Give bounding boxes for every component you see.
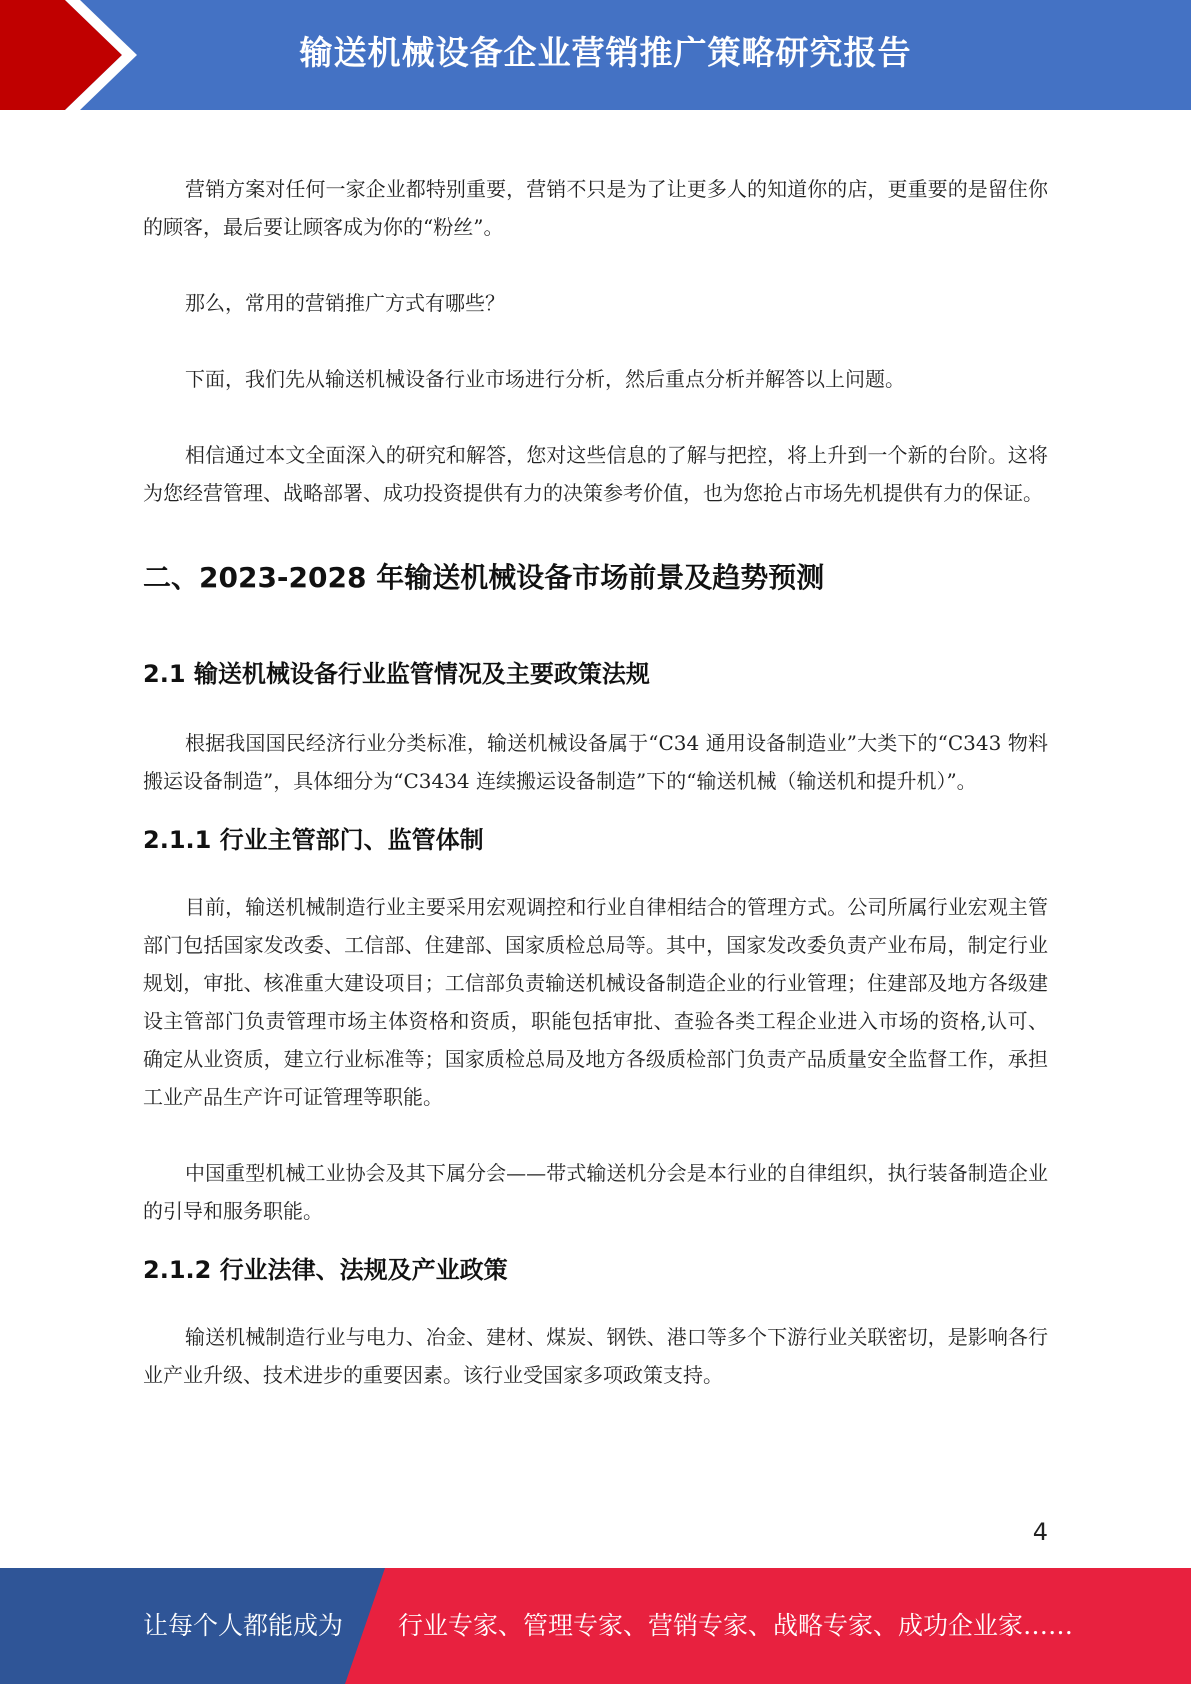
subsection-heading: 2.1 输送机械设备行业监管情况及主要政策法规 [143,660,650,688]
page-number: 4 [1032,1518,1048,1546]
subsubsection-heading-2: 2.1.2 行业法律、法规及产业政策 [143,1256,508,1284]
footer-slogan-right: 行业专家、管理专家、营销专家、战略专家、成功企业家…… [398,1611,1074,1640]
page-header [0,0,1191,110]
header-title: 输送机械设备企业营销推广策略研究报告 [299,33,912,72]
regulation-paragraph-2: 中国重型机械工业协会及其下属分会——带式输送机分会是本行业的自律组织，执行装备制造企业的引导和服务职能。 [143,1161,1048,1223]
intro-paragraph-3: 下面，我们先从输送机械设备行业市场进行分析，然后重点分析并解答以上问题。 [185,367,905,391]
regulation-paragraph-1: 目前，输送机械制造行业主要采用宏观调控和行业自律相结合的管理方式。公司所属行业宏观主管部门包括国家发改委、工信部、住建部、国家质检总局等。其中，国家发改委负责产业布局，制定行业规划，审批、核准重大建设项目；工信部负责输送机械设备制造企业的行业管理；住建部及地方各级建设主管部门负责管理市场主体资格和资质，职能包括审批、查验各类工程企业进入市场的资格,认可、确定从业资质，建立行业标准等；国家质检总局及地方各级质检部门负责产品质量安全监督工作，承担工业产品生产许可证管理等职能。 [143,895,1048,1109]
subsubsection-heading-1: 2.1.1 行业主管部门、监管体制 [143,826,484,854]
document-body [143,170,1048,1394]
intro-paragraph-2: 那么，常用的营销推广方式有哪些？ [185,291,505,315]
subsection-paragraph: 根据我国国民经济行业分类标准，输送机械设备属于“C34 通用设备制造业”大类下的“C343 物料搬运设备制造”，具体细分为“C3434 连续搬运设备制造”下的“输送机械（输送机和提升机）”。 [143,731,1048,793]
footer-slogan-left: 让每个人都能成为 [143,1611,344,1640]
page-footer [0,1568,1191,1684]
intro-paragraph-1: 营销方案对任何一家企业都特别重要，营销不只是为了让更多人的知道你的店，更重要的是留住你的顾客，最后要让顾客成为你的“粉丝”。 [143,177,1048,239]
section-heading: 二、2023-2028 年输送机械设备市场前景及趋势预测 [143,561,825,594]
policy-paragraph: 输送机械制造行业与电力、冶金、建材、煤炭、钢铁、港口等多个下游行业关联密切，是影响各行业产业升级、技术进步的重要因素。该行业受国家多项政策支持。 [143,1325,1048,1387]
intro-paragraph-4: 相信通过本文全面深入的研究和解答，您对这些信息的了解与把控，将上升到一个新的台阶。这将为您经营管理、战略部署、成功投资提供有力的决策参考价值，也为您抢占市场先机提供有力的保证。 [143,443,1048,505]
